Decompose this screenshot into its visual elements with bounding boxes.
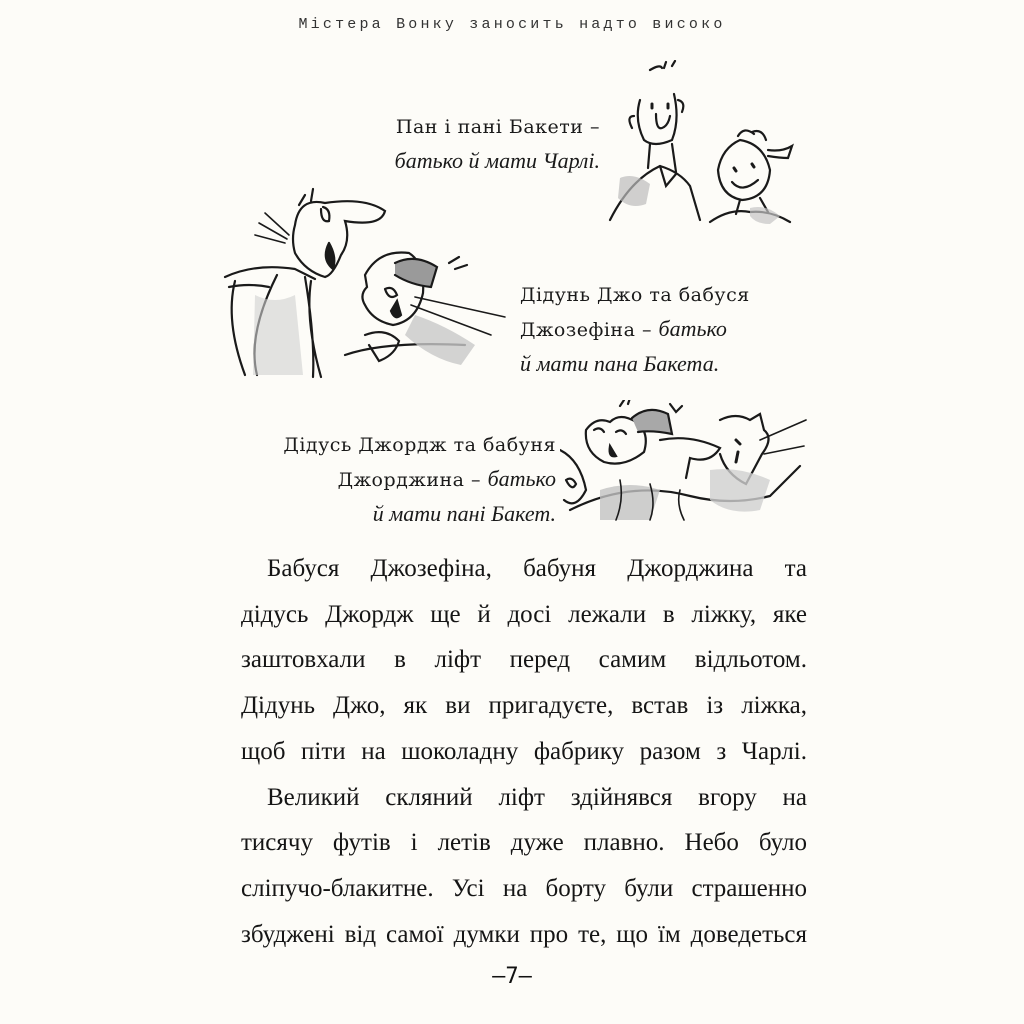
caption-paternal-grandparents-name-2: Джозефіна – bbox=[520, 319, 659, 341]
caption-parents-names: Пан і пані Бакети – bbox=[395, 116, 600, 138]
text-line: щоб піти на шоколадну фабрику разом з Чарлі. bbox=[241, 737, 807, 765]
text-line: Бабуся Джозефіна, бабуня Джорджина та bbox=[267, 555, 807, 582]
grandpa-joe-and-grandma-josephine-illustration bbox=[215, 185, 515, 380]
running-head: Містера Вонку заносить надто високо bbox=[298, 16, 726, 33]
text-line: збуджені від самої думки про те, що їм доведеться bbox=[241, 920, 807, 948]
text-line: тисячу футів і летів дуже плавно. Небо було bbox=[241, 829, 807, 857]
text-line: Дідунь Джо, як ви пригадуєте, встав із ліжка, bbox=[241, 692, 807, 720]
caption-maternal-grandparents-names: Дідусь Джордж та бабуня bbox=[283, 434, 556, 456]
paragraph-2 bbox=[241, 775, 807, 958]
caption-maternal-grandparents-relation-1: батько bbox=[487, 466, 556, 491]
page-number: –7– bbox=[492, 964, 532, 989]
paragraph-1 bbox=[241, 546, 807, 775]
caption-maternal-grandparents bbox=[200, 428, 556, 531]
caption-maternal-grandparents-name-2: Джорджина – bbox=[337, 469, 488, 491]
text-line: сліпучо-блакитне. Усі на борту були страшенно bbox=[241, 874, 807, 902]
caption-paternal-grandparents-relation-2: й мати пана Бакета. bbox=[520, 351, 720, 376]
caption-parents bbox=[300, 110, 600, 178]
grandpa-george-and-grandma-georgina-illustration bbox=[560, 400, 810, 525]
mr-and-mrs-bucket-illustration bbox=[590, 60, 810, 225]
caption-maternal-grandparents-relation-2: й мати пані Бакет. bbox=[372, 501, 556, 526]
text-line: заштовхали в ліфт перед самим відльотом. bbox=[241, 646, 807, 674]
text-line: дідусь Джордж ще й досі лежали в ліжку, яке bbox=[241, 600, 807, 628]
text-line: Великий скляний ліфт здійнявся вгору на bbox=[267, 783, 807, 811]
caption-paternal-grandparents-relation-1: батько bbox=[658, 316, 727, 341]
caption-paternal-grandparents bbox=[520, 278, 820, 381]
body-text bbox=[241, 546, 807, 957]
caption-parents-relation: батько й мати Чарлі. bbox=[394, 148, 600, 173]
caption-paternal-grandparents-names: Дідунь Джо та бабуся bbox=[520, 284, 750, 306]
